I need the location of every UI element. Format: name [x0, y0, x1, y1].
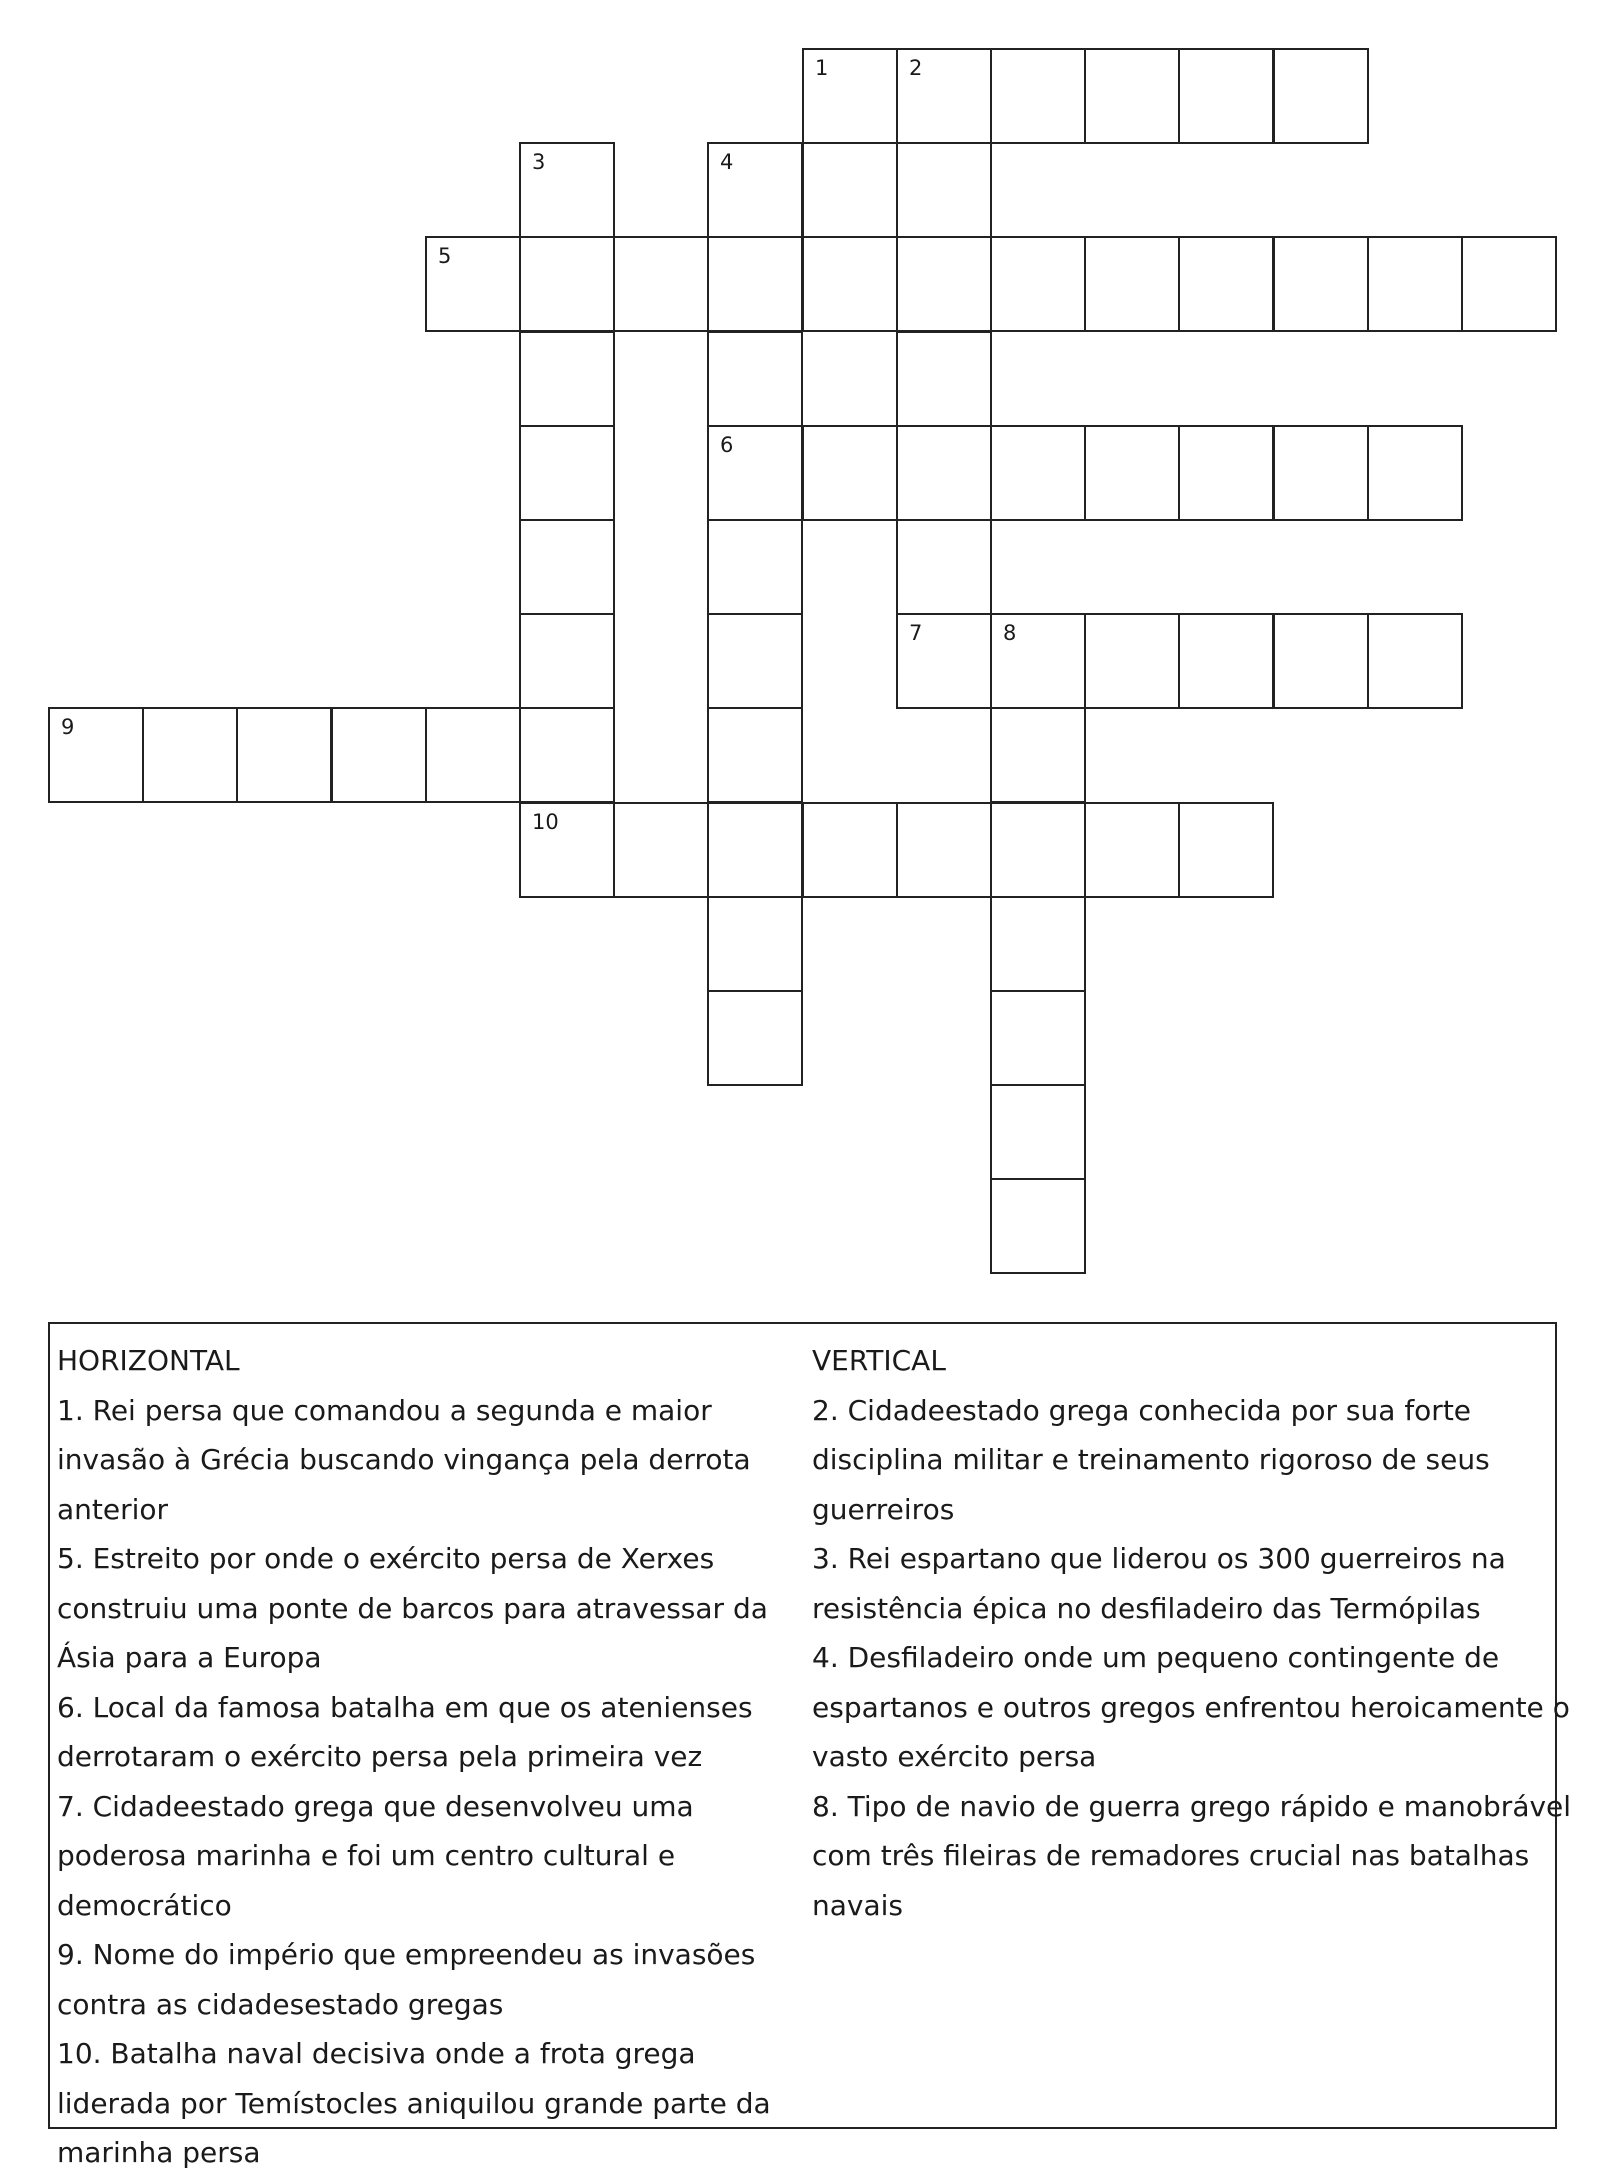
grid-cell[interactable]: [896, 331, 992, 427]
grid-cell[interactable]: [1367, 613, 1463, 709]
grid-cell[interactable]: [613, 236, 709, 332]
grid-cell[interactable]: [802, 425, 898, 521]
grid-cell[interactable]: [990, 613, 1086, 709]
grid-cell[interactable]: [1084, 613, 1180, 709]
grid-cell[interactable]: [990, 707, 1086, 803]
down-clue-3: 3. Rei espartano que liderou os 300 guerreiros na resistência épica no desfiladeiro das Termópilas: [812, 1542, 1506, 1625]
grid-cell[interactable]: [990, 236, 1086, 332]
grid-cell[interactable]: [1178, 425, 1274, 521]
grid-cell[interactable]: [519, 707, 615, 803]
grid-cell[interactable]: [1178, 613, 1274, 709]
grid-cell[interactable]: [990, 896, 1086, 992]
grid-cell[interactable]: [519, 331, 615, 427]
grid-cell[interactable]: [331, 707, 427, 803]
grid-cell[interactable]: [1178, 48, 1274, 144]
grid-cell[interactable]: [896, 425, 992, 521]
grid-cell[interactable]: [519, 519, 615, 615]
across-clue-1: 1. Rei persa que comandou a segunda e maior invasão à Grécia buscando vingança pela derrota anterior: [57, 1393, 751, 1526]
grid-cell[interactable]: [519, 802, 615, 898]
across-clue-10: 10. Batalha naval decisiva onde a frota grega liderada por Temístocles aniquilou grande parte da marinha persa: [57, 2037, 771, 2169]
grid-cell[interactable]: [896, 802, 992, 898]
grid-cell[interactable]: [1084, 802, 1180, 898]
grid-cell[interactable]: [142, 707, 238, 803]
grid-cell[interactable]: [802, 142, 898, 238]
down-clue-8: 8. Tipo de navio de guerra grego rápido e manobrável com três fileiras de remadores crucial nas batalhas navais: [812, 1789, 1572, 1922]
grid-cell[interactable]: [990, 990, 1086, 1086]
down-clue-2: 2. Cidadeestado grega conhecida por sua forte disciplina militar e treinamento rigoroso de seus guerreiros: [812, 1393, 1490, 1526]
grid-cell[interactable]: [707, 142, 803, 238]
across-clues: [57, 1336, 807, 2178]
grid-cell[interactable]: [1273, 236, 1369, 332]
grid-cell[interactable]: [896, 519, 992, 615]
cell-number: 5: [438, 244, 452, 268]
grid-cell[interactable]: [707, 990, 803, 1086]
grid-cell[interactable]: [1367, 425, 1463, 521]
across-clue-7: 7. Cidadeestado grega que desenvolveu uma poderosa marinha e foi um centro cultural e democrático: [57, 1789, 694, 1922]
down-clue-4: 4. Desfiladeiro onde um pequeno contingente de espartanos e outros gregos enfrentou heroicamente o vasto exército persa: [812, 1641, 1570, 1773]
grid-cell[interactable]: [1273, 613, 1369, 709]
clues-box: [48, 1322, 1572, 2169]
cell-number: 4: [720, 150, 734, 174]
grid-cell[interactable]: [425, 707, 521, 803]
grid-cell[interactable]: [519, 236, 615, 332]
grid-cell[interactable]: [1084, 236, 1180, 332]
grid-cell[interactable]: [519, 142, 615, 238]
grid-cell[interactable]: [48, 707, 144, 803]
grid-cell[interactable]: [1178, 236, 1274, 332]
grid-cell[interactable]: [707, 236, 803, 332]
grid-cell[interactable]: [1084, 48, 1180, 144]
grid-cell[interactable]: [707, 519, 803, 615]
down-heading: VERTICAL: [812, 1344, 946, 1377]
cell-number: 8: [1003, 621, 1017, 645]
across-heading: HORIZONTAL: [57, 1344, 240, 1377]
grid-cell[interactable]: [990, 1084, 1086, 1180]
grid-cell[interactable]: [896, 48, 992, 144]
across-clue-9: 9. Nome do império que empreendeu as invasões contra as cidadesestado gregas: [57, 1938, 756, 2021]
across-clue-5: 5. Estreito por onde o exército persa de Xerxes construiu uma ponte de barcos para atravessar da Ásia para a Europa: [57, 1542, 768, 1674]
grid-cell[interactable]: [896, 613, 992, 709]
grid-cell[interactable]: [1461, 236, 1557, 332]
cell-number: 6: [720, 433, 734, 457]
grid-cell[interactable]: [1084, 425, 1180, 521]
grid-cell[interactable]: [990, 425, 1086, 521]
grid-cell[interactable]: [236, 707, 332, 803]
grid-cell[interactable]: [1178, 802, 1274, 898]
grid-cell[interactable]: [707, 896, 803, 992]
grid-cell[interactable]: [707, 425, 803, 521]
grid-cell[interactable]: [802, 802, 898, 898]
grid-cell[interactable]: [896, 236, 992, 332]
grid-cell[interactable]: [425, 236, 521, 332]
grid-cell[interactable]: [802, 236, 898, 332]
cell-number: 2: [909, 56, 923, 80]
grid-cell[interactable]: [707, 707, 803, 803]
down-clues: [812, 1336, 1582, 1930]
grid-cell[interactable]: [990, 1178, 1086, 1274]
grid-cell[interactable]: [1367, 236, 1463, 332]
grid-cell[interactable]: [1273, 48, 1369, 144]
grid-cell[interactable]: [1273, 425, 1369, 521]
grid-cell[interactable]: [707, 613, 803, 709]
cell-number: 1: [815, 56, 829, 80]
grid-cell[interactable]: [519, 613, 615, 709]
grid-cell[interactable]: [707, 802, 803, 898]
grid-cell[interactable]: [519, 425, 615, 521]
cell-number: 3: [532, 150, 546, 174]
across-clue-6: 6. Local da famosa batalha em que os atenienses derrotaram o exército persa pela primeira vez: [57, 1690, 753, 1773]
grid-cell[interactable]: [990, 802, 1086, 898]
grid-cell[interactable]: [707, 331, 803, 427]
grid-cell[interactable]: [613, 802, 709, 898]
grid-cell[interactable]: [802, 48, 898, 144]
grid-cell[interactable]: [896, 142, 992, 238]
cell-number: 10: [532, 810, 559, 834]
cell-number: 7: [909, 621, 923, 645]
grid-cell[interactable]: [990, 48, 1086, 144]
cell-number: 9: [61, 715, 75, 739]
